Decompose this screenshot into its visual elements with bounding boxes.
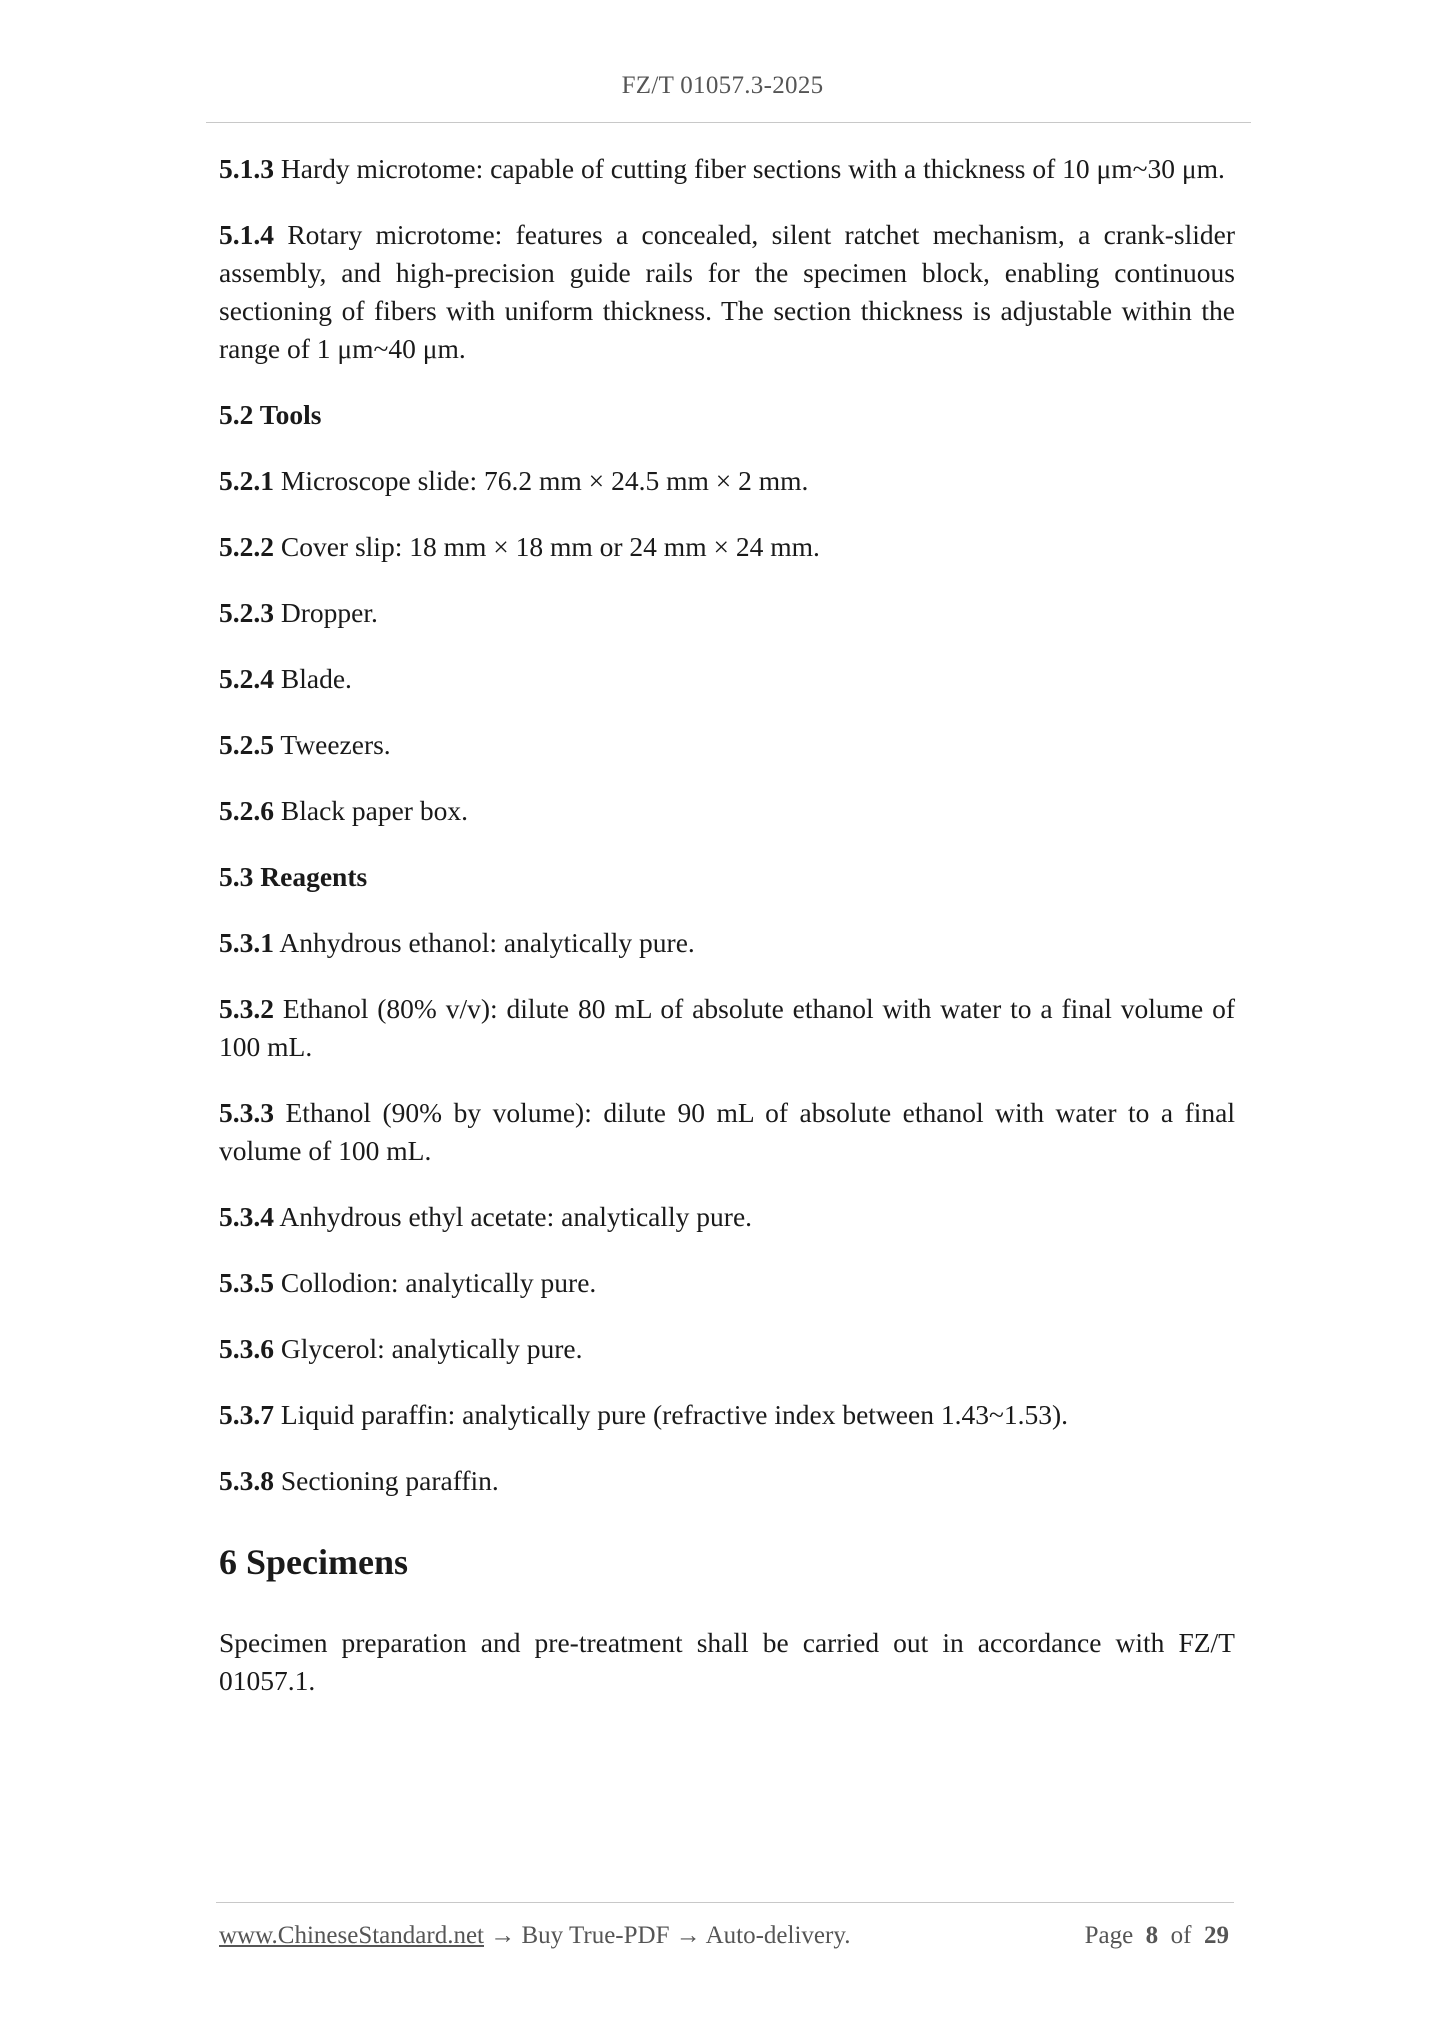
page-current: 8 <box>1145 1922 1159 1949</box>
clause-paragraph <box>219 924 1235 962</box>
website-link[interactable]: www.ChineseStandard.net <box>219 1922 484 1949</box>
clause-number: 5.3.1 <box>219 927 274 958</box>
clause-text: Glycerol: analytically pure. <box>280 1333 583 1364</box>
clause-number: 5.2.3 <box>219 597 274 628</box>
clause-text: Microscope slide: 76.2 mm × 24.5 mm × 2 mm. <box>280 465 809 496</box>
clause-paragraph <box>219 792 1235 830</box>
section-heading: 5.3 Reagents <box>219 861 368 892</box>
clause-number: 5.3.2 <box>219 993 274 1024</box>
footer-promo <box>219 1918 850 1954</box>
clause-number: 5.2.6 <box>219 795 274 826</box>
clause-number: 5.1.3 <box>219 153 274 184</box>
clause-paragraph <box>219 1624 1235 1700</box>
clause-paragraph <box>219 528 1235 566</box>
clause-text: Cover slip: 18 mm × 18 mm or 24 mm × 24 mm. <box>280 531 820 562</box>
clause-number: 5.3.6 <box>219 1333 274 1364</box>
footer-divider <box>216 1902 1234 1903</box>
clause-paragraph <box>219 1094 1235 1170</box>
clause-text: Black paper box. <box>280 795 468 826</box>
clause-number: 5.3.3 <box>219 1097 274 1128</box>
clause-number: 5.2.4 <box>219 663 274 694</box>
clause-text: Liquid paraffin: analytically pure (refractive index between 1.43~1.53). <box>280 1399 1068 1430</box>
clause-text: Sectioning paraffin. <box>280 1465 499 1496</box>
arrow-icon: → <box>490 1922 516 1949</box>
clause-text: Anhydrous ethyl acetate: analytically pure. <box>279 1201 753 1232</box>
document-header: FZ/T 01057.3-2025 <box>621 72 824 99</box>
clause-number: 5.3.7 <box>219 1399 274 1430</box>
clause-paragraph <box>219 1462 1235 1500</box>
clause-number: 5.1.4 <box>219 219 274 250</box>
page-label: Page <box>1084 1922 1134 1949</box>
clause-text: Collodion: analytically pure. <box>280 1267 597 1298</box>
clause-text: Anhydrous ethanol: analytically pure. <box>279 927 695 958</box>
clause-text: Hardy microtome: capable of cutting fiber sections with a thickness of 10 μm~30 μm. <box>280 153 1225 184</box>
clause-text: Blade. <box>280 663 352 694</box>
of-label: of <box>1170 1922 1192 1949</box>
clause-paragraph <box>219 990 1235 1066</box>
clause-text: Ethanol (80% v/v): dilute 80 mL of absolute ethanol with water to a final volume of 100 mL. <box>219 993 1235 1062</box>
document-body <box>219 150 1235 1728</box>
header-divider <box>206 122 1251 123</box>
clause-paragraph <box>219 150 1235 188</box>
clause-text: Dropper. <box>280 597 378 628</box>
clause-text: Specimen preparation and pre-treatment shall be carried out in accordance with FZ/T 01057.1. <box>219 1627 1235 1696</box>
buy-text: Buy True-PDF <box>521 1922 670 1949</box>
clause-number: 5.2.1 <box>219 465 274 496</box>
delivery-text: Auto-delivery. <box>705 1922 851 1949</box>
arrow-icon: → <box>675 1922 701 1949</box>
clause-paragraph <box>219 462 1235 500</box>
clause-text: Rotary microtome: features a concealed, silent ratchet mechanism, a crank-slider assembly, and high-precision guide rails for the specimen block, enabling continuous sectioning of fibers with uniform thickness. The section thickness is adjustable within the range of 1 μm~40 μm. <box>219 219 1235 364</box>
chapter-heading: 6 Specimens <box>219 1542 408 1582</box>
clause-paragraph <box>219 660 1235 698</box>
clause-paragraph <box>219 1396 1235 1434</box>
clause-paragraph <box>219 1264 1235 1302</box>
clause-number: 5.2.5 <box>219 729 274 760</box>
clause-number: 5.3.5 <box>219 1267 274 1298</box>
clause-paragraph <box>219 594 1235 632</box>
clause-paragraph <box>219 726 1235 764</box>
clause-text: Ethanol (90% by volume): dilute 90 mL of absolute ethanol with water to a final volume of 100 mL. <box>219 1097 1236 1166</box>
clause-number: 5.2.2 <box>219 531 274 562</box>
clause-number: 5.3.4 <box>219 1201 274 1232</box>
clause-paragraph <box>219 1198 1235 1236</box>
clause-paragraph <box>219 1330 1235 1368</box>
clause-paragraph <box>219 216 1235 368</box>
page-total: 29 <box>1204 1922 1229 1949</box>
clause-number: 5.3.8 <box>219 1465 274 1496</box>
clause-text: Tweezers. <box>280 729 391 760</box>
section-heading: 5.2 Tools <box>219 399 322 430</box>
page-indicator <box>1085 1918 1229 1954</box>
